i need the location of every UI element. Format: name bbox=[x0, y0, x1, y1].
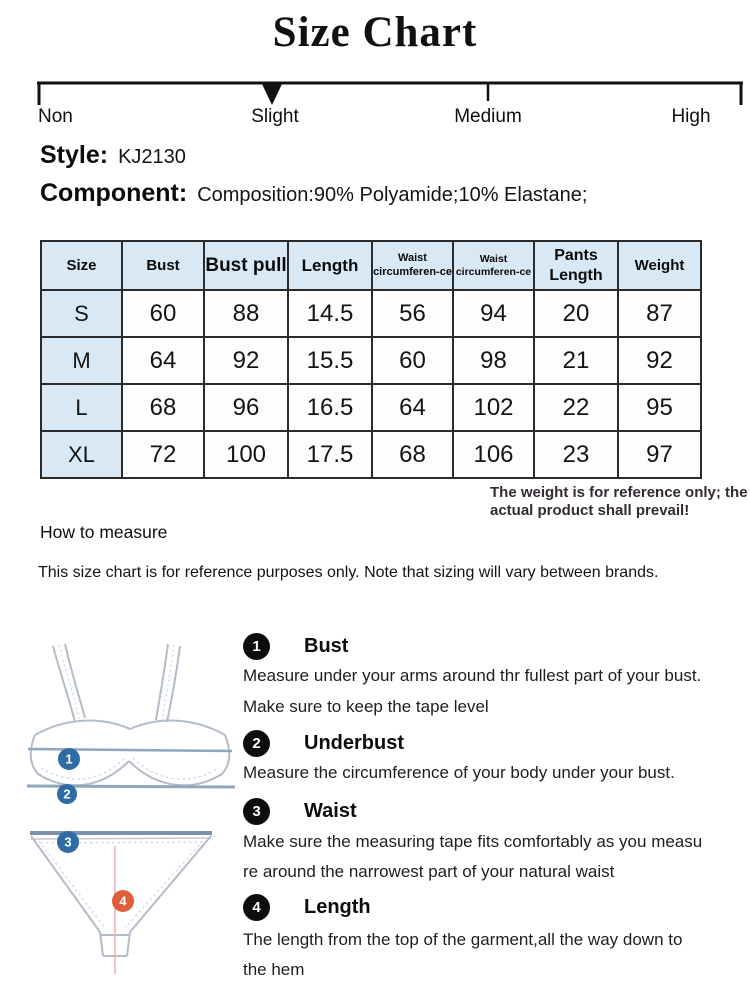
bust-measure-line bbox=[28, 749, 232, 751]
component-value: Composition:90% Polyamide;10% Elastane; bbox=[197, 184, 588, 206]
measure-item-text: the hem bbox=[243, 960, 305, 979]
how-to-measure-heading: How to measure bbox=[40, 522, 168, 542]
measure-item-text: re around the narrowest part of your natural waist bbox=[243, 862, 615, 881]
table-row-l bbox=[41, 384, 701, 431]
header-bust: Bust bbox=[122, 241, 204, 290]
cell: 14.5 bbox=[288, 290, 372, 337]
cell: 102 bbox=[453, 384, 534, 431]
cell: 60 bbox=[122, 290, 204, 337]
cell: 16.5 bbox=[288, 384, 372, 431]
cell: 60 bbox=[372, 337, 453, 384]
cell: 92 bbox=[204, 337, 288, 384]
cell: 94 bbox=[453, 290, 534, 337]
step-4-badge: 4 bbox=[243, 894, 270, 921]
measure-item-length bbox=[243, 894, 371, 921]
scale-label-slight: Slight bbox=[251, 106, 299, 127]
style-label: Style: bbox=[40, 141, 109, 169]
cell-size: L bbox=[41, 384, 122, 431]
measure-item-title: Bust bbox=[304, 635, 349, 657]
size-table bbox=[40, 240, 702, 479]
cell: 72 bbox=[122, 431, 204, 478]
cell: 64 bbox=[122, 337, 204, 384]
measure-item-title: Length bbox=[304, 896, 371, 918]
measure-item-title: Waist bbox=[304, 800, 357, 822]
cell: 17.5 bbox=[288, 431, 372, 478]
cell: 97 bbox=[618, 431, 701, 478]
scale-pointer-triangle-icon bbox=[262, 84, 282, 105]
cell: 56 bbox=[372, 290, 453, 337]
size-chart-disclaimer: This size chart is for reference purposes only. Note that sizing will vary between brands. bbox=[38, 564, 659, 581]
cell: 23 bbox=[534, 431, 618, 478]
scale-label-medium: Medium bbox=[454, 106, 522, 127]
step-3-badge: 3 bbox=[243, 798, 270, 825]
underbust-measure-line bbox=[27, 786, 235, 787]
cell: 20 bbox=[534, 290, 618, 337]
cell: 95 bbox=[618, 384, 701, 431]
header-waist-circumference-2: Waist circumferen-ce bbox=[453, 241, 534, 290]
measure-item-text: Measure the circumference of your body under your bust. bbox=[243, 763, 675, 782]
table-row-s bbox=[41, 290, 701, 337]
measure-item-waist bbox=[243, 798, 357, 825]
cell: 92 bbox=[618, 337, 701, 384]
fit-scale-bar bbox=[0, 60, 750, 110]
cell: 98 bbox=[453, 337, 534, 384]
cell-size: S bbox=[41, 290, 122, 337]
cell: 15.5 bbox=[288, 337, 372, 384]
table-row-xl bbox=[41, 431, 701, 478]
style-line bbox=[40, 141, 186, 170]
cell: 100 bbox=[204, 431, 288, 478]
measure-item-text: Make sure the measuring tape fits comfortably as you measu bbox=[243, 832, 703, 851]
component-label: Component: bbox=[40, 179, 188, 207]
measure-item-text: Measure under your arms around thr fullest part of your bust. bbox=[243, 666, 702, 685]
scale-label-high: High bbox=[671, 106, 711, 127]
page-title: Size Chart bbox=[272, 9, 478, 56]
cell: 68 bbox=[372, 431, 453, 478]
measure-item-underbust bbox=[243, 730, 404, 757]
waist-marker-num: 3 bbox=[64, 834, 72, 850]
cell: 88 bbox=[204, 290, 288, 337]
measure-instructions bbox=[243, 633, 748, 998]
style-value: KJ2130 bbox=[118, 146, 186, 168]
header-length: Length bbox=[288, 241, 372, 290]
garment-measure-illustration bbox=[25, 632, 240, 987]
step-2-badge: 2 bbox=[243, 730, 270, 757]
measure-item-bust bbox=[243, 633, 348, 660]
length-marker-num: 4 bbox=[119, 893, 127, 909]
underbust-marker-num: 2 bbox=[63, 786, 71, 802]
measure-item-text: The length from the top of the garment,all the way down to bbox=[243, 930, 683, 949]
cell: 21 bbox=[534, 337, 618, 384]
cell: 22 bbox=[534, 384, 618, 431]
cell-size: XL bbox=[41, 431, 122, 478]
table-row-m bbox=[41, 337, 701, 384]
measure-item-title: Underbust bbox=[304, 732, 404, 754]
cell: 106 bbox=[453, 431, 534, 478]
bra-illustration bbox=[27, 644, 235, 787]
header-bust-pull: Bust pull bbox=[204, 241, 288, 290]
table-header-row bbox=[41, 241, 701, 290]
cell: 87 bbox=[618, 290, 701, 337]
cell: 68 bbox=[122, 384, 204, 431]
measure-item-text: Make sure to keep the tape level bbox=[243, 697, 489, 716]
cell-size: M bbox=[41, 337, 122, 384]
header-waist-circumference: Waist circumferen-ce bbox=[372, 241, 453, 290]
component-line bbox=[40, 179, 587, 208]
header-size: Size bbox=[41, 241, 122, 290]
cell: 96 bbox=[204, 384, 288, 431]
step-1-badge: 1 bbox=[243, 633, 270, 660]
scale-label-non: Non bbox=[38, 106, 73, 127]
header-pants-length: Pants Length bbox=[534, 241, 618, 290]
weight-note-line2: actual product shall prevail! bbox=[490, 501, 690, 519]
header-weight: Weight bbox=[618, 241, 701, 290]
weight-note bbox=[490, 484, 748, 519]
cell: 64 bbox=[372, 384, 453, 431]
weight-note-line1: The weight is for reference only; the bbox=[490, 484, 748, 501]
bust-marker-num: 1 bbox=[65, 751, 73, 767]
